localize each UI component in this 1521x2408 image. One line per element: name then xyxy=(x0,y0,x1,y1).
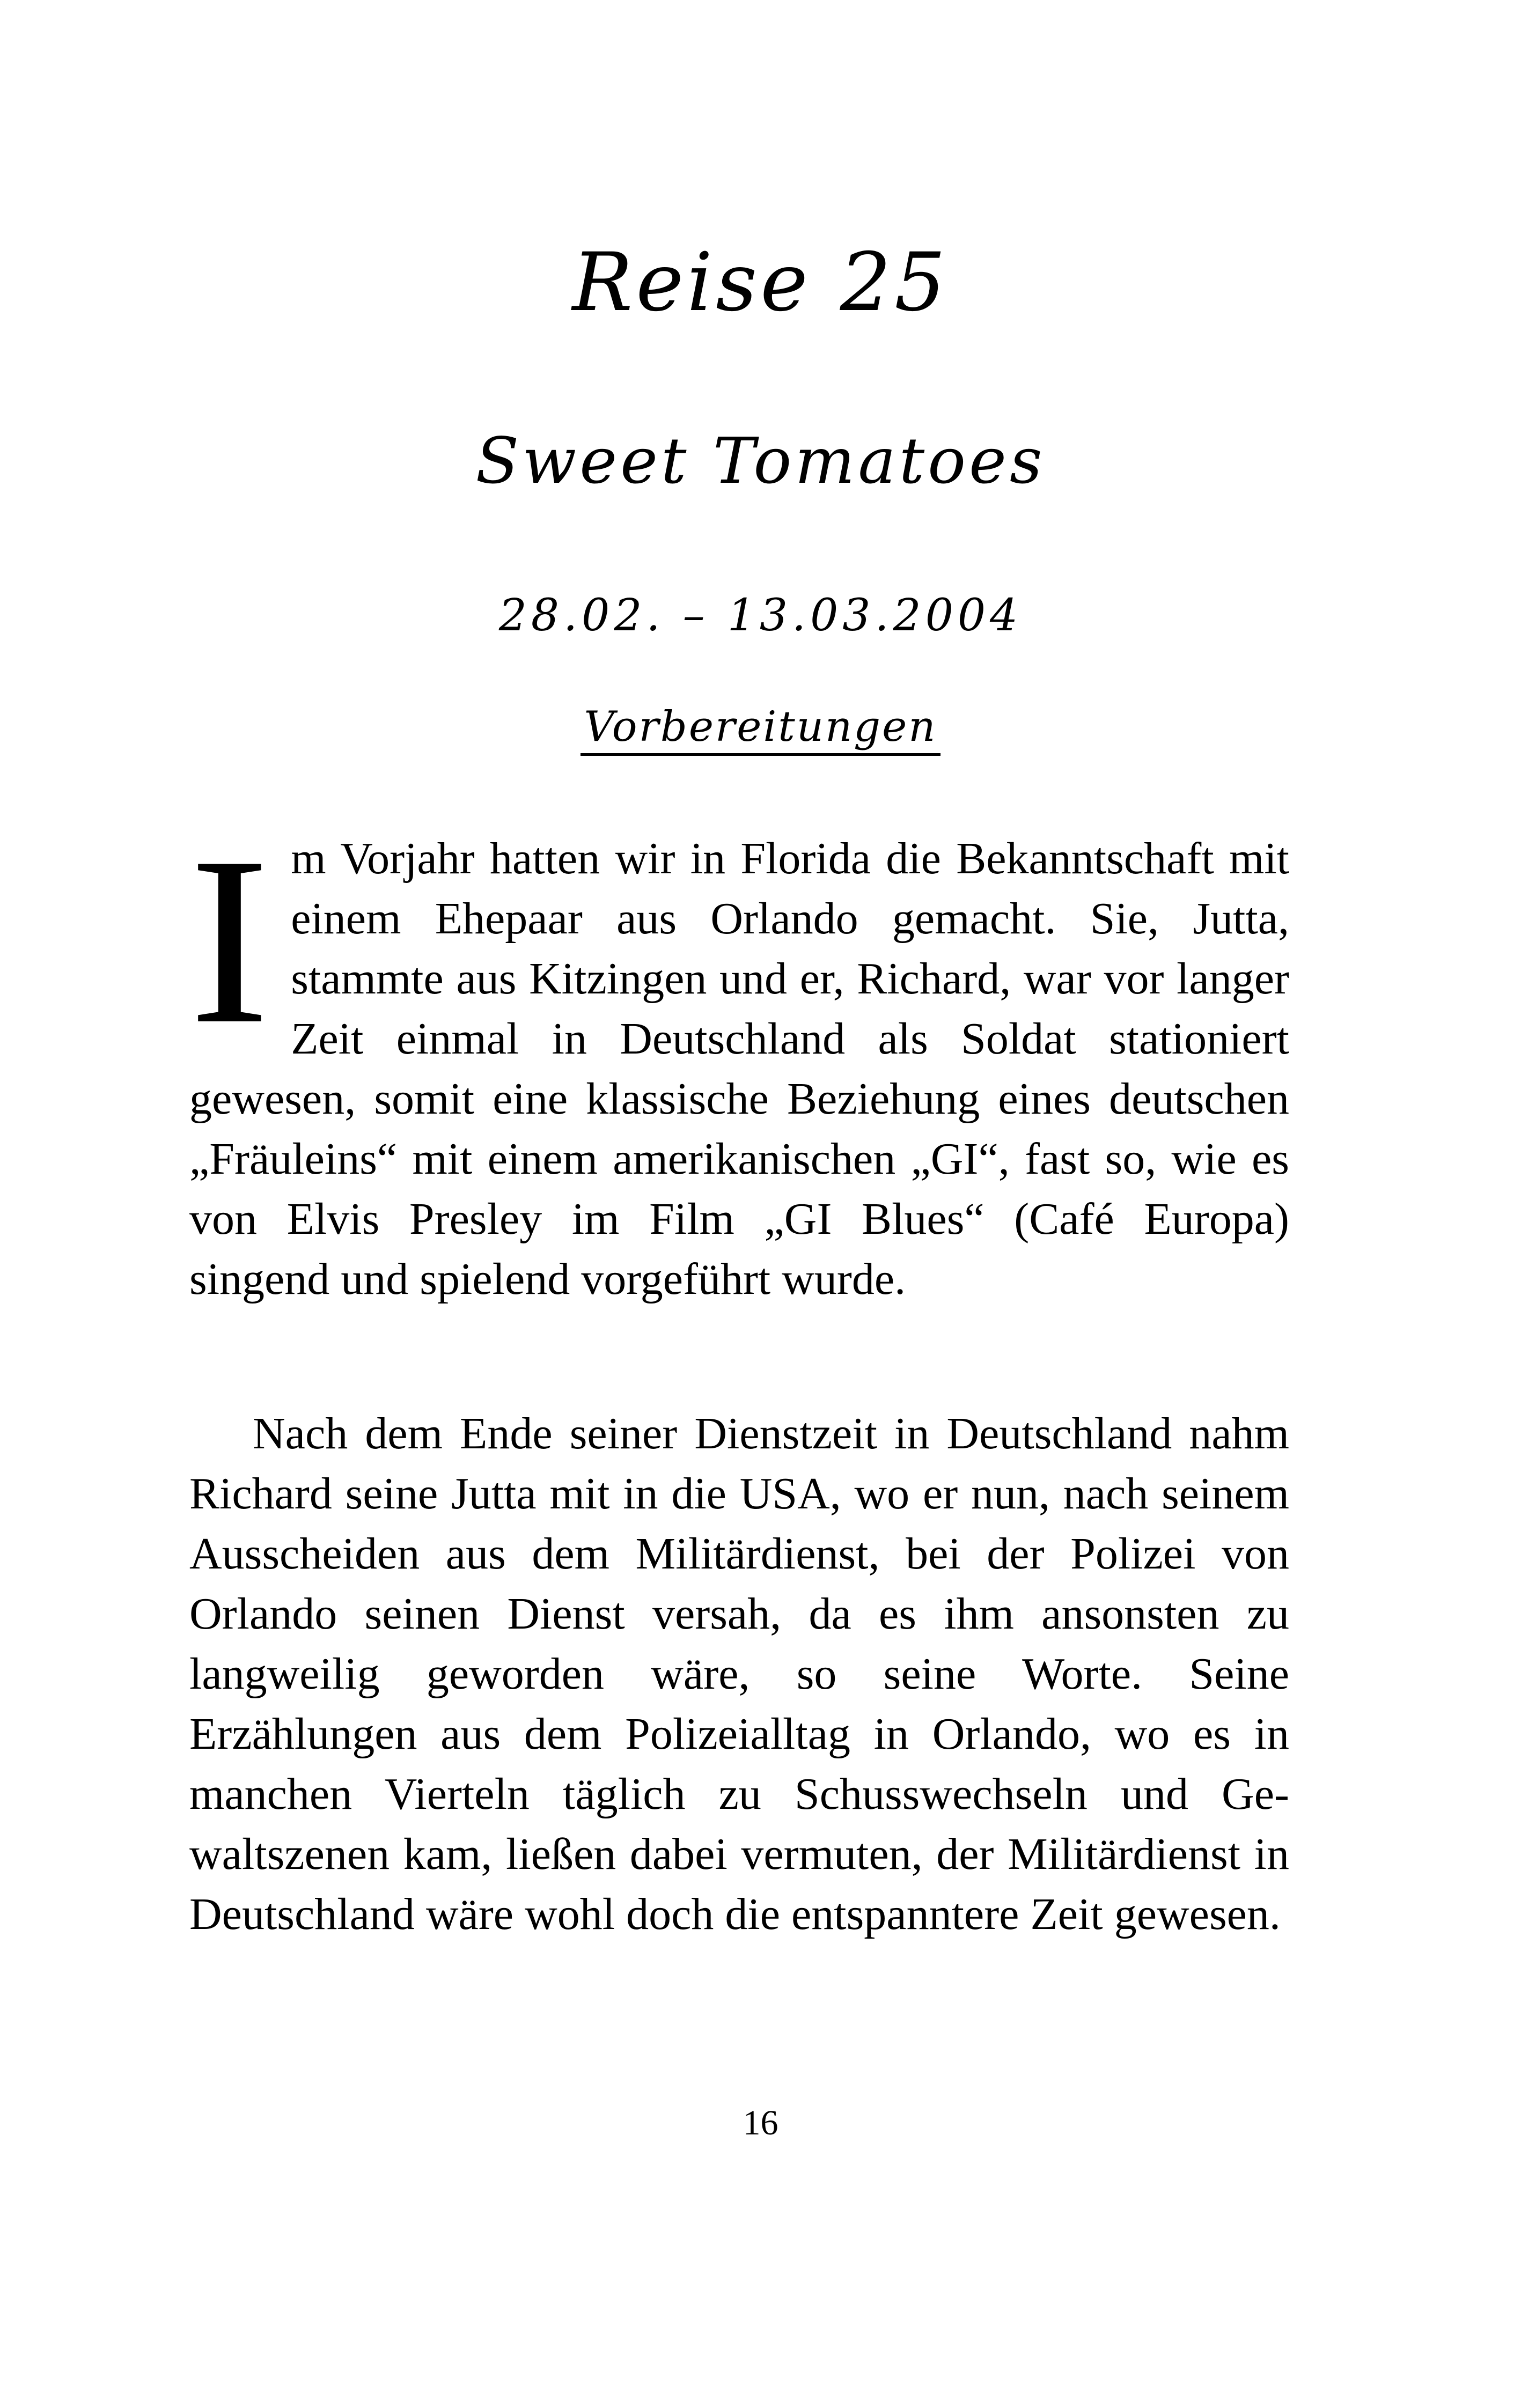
paragraph-1 xyxy=(189,807,1289,1309)
section-heading xyxy=(0,703,1521,756)
drop-cap-letter: I xyxy=(189,807,270,1073)
travel-date-range: 28.02. – 13.03.2004 xyxy=(498,590,1023,641)
chapter-title: Reise 25 xyxy=(572,236,949,329)
paragraph-2-text: Nach dem Ende seiner Dienstzeit in Deutschland nahm Richard seine Jutta mit in die USA, wo er nun, nach seinem Ausscheiden aus dem Militärdienst, bei der Polizei von Orlando seinen Dienst versah, da es ihm ansonsten zu langweilig geworden wäre, so seine Worte. Seine Erzählungen aus dem Polizeialltag in Orlando, wo es in manchen Vierteln täglich zu Schusswechseln und Gewaltszenen kam, ließen dabei vermuten, der Militärdienst in Deutschland wäre wohl doch die entspanntere Zeit gewesen. xyxy=(189,1409,1289,1939)
paragraph-1-text: m Vorjahr hatten wir in Florida die Bekanntschaft mit einem Ehepaar aus Orlando gemacht. Sie, Jutta, stammte aus Kitzingen und er, Richard, war vor langer Zeit einmal in Deutschland als Soldat stationiert gewesen, somit eine klassische Beziehung eines deutschen „Fräuleins“ mit einem amerikanischen „GI“, fast so, wie es von Elvis Presley im Film „GI Blues“ (Café Europa) singend und spielend vorgeführt wurde. xyxy=(189,834,1289,1304)
paragraph-2 xyxy=(189,1404,1289,1945)
chapter-subtitle: Sweet Tomatoes xyxy=(475,424,1046,498)
section-heading-text: Vorbereitungen xyxy=(581,703,940,756)
page-number: 16 xyxy=(743,2103,778,2142)
